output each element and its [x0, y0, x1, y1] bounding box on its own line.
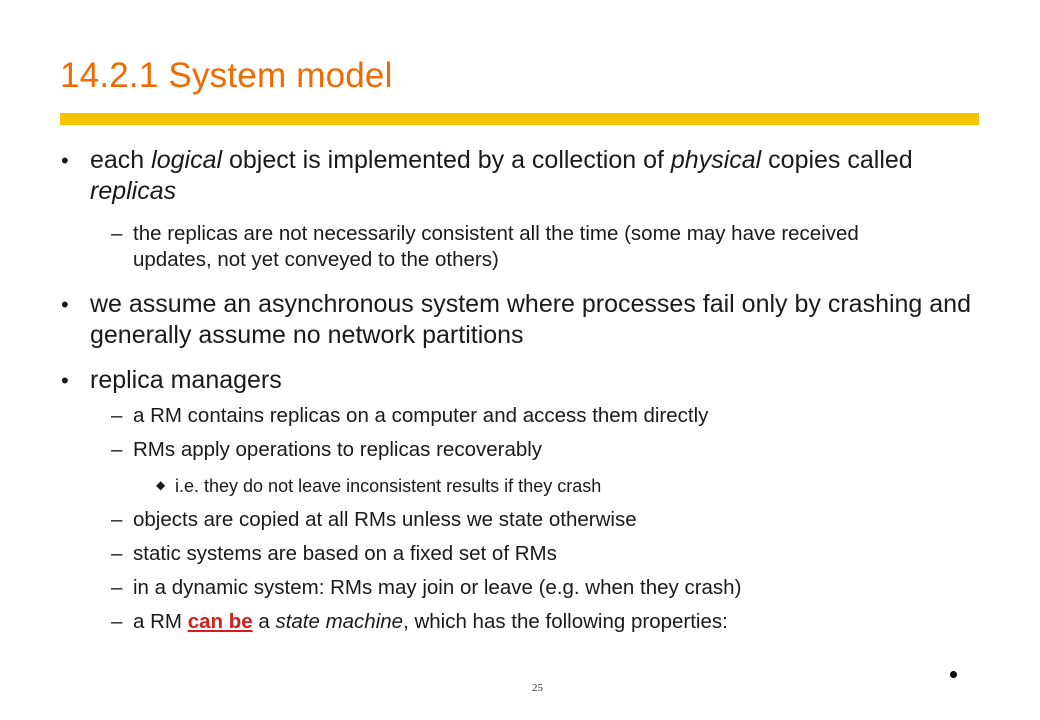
title-underline-bar	[60, 113, 979, 125]
emphasis-physical: physical	[670, 146, 762, 174]
emphasis-replicas: replicas	[90, 177, 177, 205]
dash-marker: –	[111, 542, 123, 565]
sub-bullet-consistency: – the replicas are not necessarily consistent all the time (some may have received updates, not yet conveyed to the others)	[111, 222, 859, 271]
bullet-icon: •	[61, 368, 69, 393]
dash-marker: –	[111, 576, 123, 599]
bullet-asynchronous-system: • we assume an asynchronous system where processes fail only by crashing and generally assume no network partitions	[61, 290, 971, 349]
bullet-logical-objects: • each logical object is implemented by a collection of physical copies called replicas	[61, 146, 913, 205]
dash-marker: –	[111, 404, 123, 427]
emphasis-logical: logical	[151, 146, 223, 174]
dash-marker: –	[111, 610, 123, 633]
diamond-bullet-icon: ◆	[156, 478, 166, 492]
sub-sub-bullet-no-inconsistent: ◆ i.e. they do not leave inconsistent results if they crash	[156, 476, 602, 496]
slide-title: 14.2.1 System model	[60, 56, 393, 95]
sub-bullet-rm-recoverably: – RMs apply operations to replicas recoverably	[111, 438, 543, 461]
corner-dot	[950, 671, 957, 678]
bullet-replica-managers: • replica managers	[61, 366, 282, 394]
sub-bullet-dynamic-system: – in a dynamic system: RMs may join or leave (e.g. when they crash)	[111, 576, 742, 599]
sub-bullet-static-systems: – static systems are based on a fixed set of RMs	[111, 542, 557, 565]
dash-marker: –	[111, 222, 123, 245]
emphasis-state-machine: state machine	[275, 610, 404, 633]
bullet-icon: •	[61, 148, 69, 173]
emphasis-can-be: can be	[187, 610, 253, 633]
sub-bullet-rm-contains: – a RM contains replicas on a computer and access them directly	[111, 404, 709, 427]
page-number: 25	[532, 682, 543, 694]
dash-marker: –	[111, 508, 123, 531]
sub-bullet-objects-copied: – objects are copied at all RMs unless we state otherwise	[111, 508, 637, 531]
bullet-icon: •	[61, 292, 69, 317]
sub-bullet-state-machine: – a RM can be a state machine, which has the following properties:	[111, 610, 728, 633]
dash-marker: –	[111, 438, 123, 461]
